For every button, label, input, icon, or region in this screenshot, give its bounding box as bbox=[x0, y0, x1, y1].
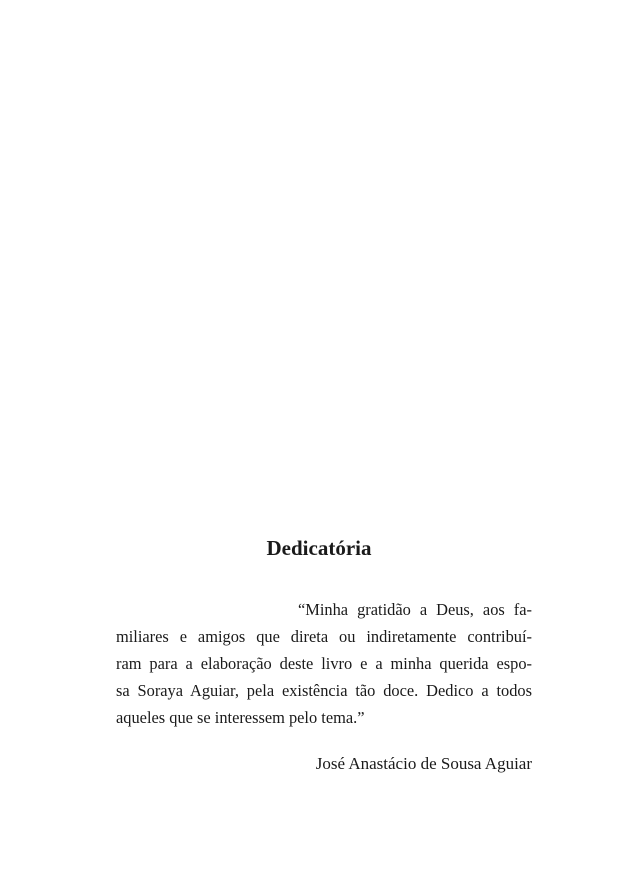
quote-line: aqueles que se interessem pelo tema.” bbox=[116, 708, 365, 727]
quote-line: miliares e amigos que direta ou indiretamente contribuí- bbox=[116, 627, 532, 646]
dedication-author: José Anastácio de Sousa Aguiar bbox=[315, 754, 532, 773]
quote-line: sa Soraya Aguiar, pela existência tão doce. Dedico a todos bbox=[116, 681, 532, 700]
quote-line: ram para a elaboração deste livro e a minha querida espo- bbox=[116, 654, 532, 673]
dedication-title: Dedicatória bbox=[266, 536, 372, 560]
quote-line: “Minha gratidão a Deus, aos fa- bbox=[298, 600, 532, 619]
dedication-quote bbox=[116, 596, 532, 731]
